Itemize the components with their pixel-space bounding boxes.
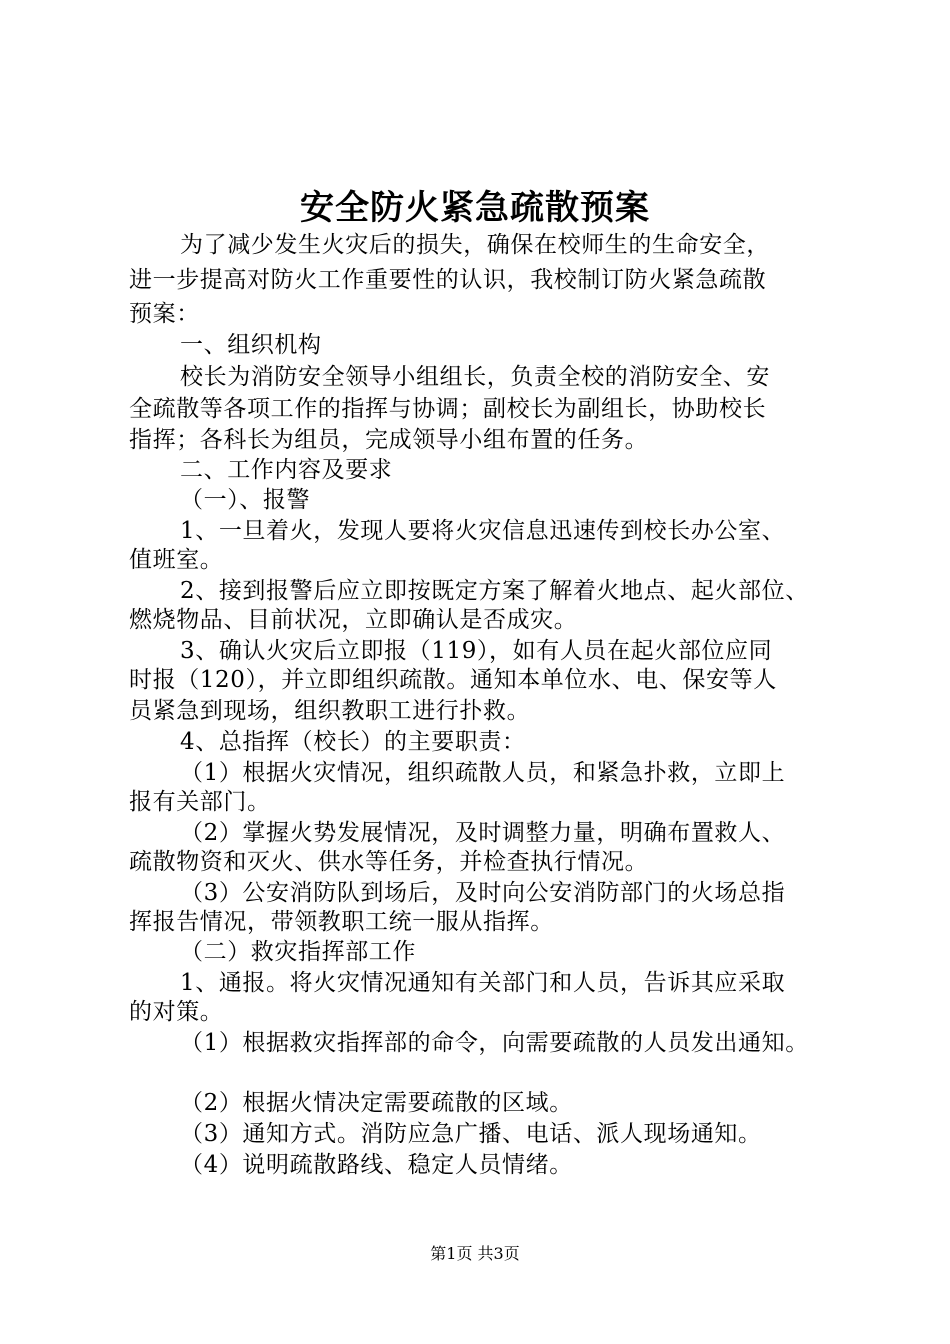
paragraph-line: （3）公安消防队到场后，及时向公安消防部门的火场总指 bbox=[180, 880, 786, 906]
paragraph-line: （1）根据火灾情况，组织疏散人员，和紧急扑救，立即上 bbox=[180, 760, 786, 786]
paragraph-line: 的对策。 bbox=[129, 999, 224, 1025]
paragraph-line: （3）通知方式。消防应急广播、电话、派人现场通知。 bbox=[180, 1121, 762, 1147]
section-heading: 一、组织机构 bbox=[180, 332, 322, 358]
paragraph-line: 4、总指挥（校长）的主要职责： bbox=[180, 729, 526, 755]
paragraph-line: （4）说明疏散路线、稳定人员情绪。 bbox=[180, 1152, 573, 1178]
paragraph-line: 2、接到报警后应立即按既定方案了解着火地点、起火部位、 bbox=[180, 578, 809, 604]
subsection-heading: （一）、报警 bbox=[180, 487, 311, 513]
paragraph-line: （2）掌握火势发展情况，及时调整力量，明确布置救人、 bbox=[180, 820, 786, 846]
paragraph-line: （2）根据火情决定需要疏散的区域。 bbox=[180, 1090, 573, 1116]
paragraph-line: 挥报告情况，带领教职工统一服从指挥。 bbox=[129, 909, 554, 935]
paragraph-line: 全疏散等各项工作的指挥与协调；副校长为副组长，协助校长 bbox=[129, 396, 767, 422]
paragraph-line: 预案： bbox=[129, 301, 200, 327]
paragraph-line: 为了减少发生火灾后的损失，确保在校师生的生命安全， bbox=[180, 232, 770, 258]
page-number-footer: 第1页 共3页 bbox=[430, 1244, 520, 1263]
paragraph-line: 值班室。 bbox=[129, 547, 224, 573]
paragraph-line: 燃烧物品、目前状况，立即确认是否成灾。 bbox=[129, 607, 578, 633]
document-title: 安全防火紧急疏散预案 bbox=[300, 188, 650, 228]
paragraph-line: 进一步提高对防火工作重要性的认识，我校制订防火紧急疏散 bbox=[129, 267, 767, 293]
paragraph-line: 员紧急到现场，组织教职工进行扑救。 bbox=[129, 698, 531, 724]
paragraph-line: 校长为消防安全领导小组组长，负责全校的消防安全、安 bbox=[180, 364, 770, 390]
paragraph-line: （1）根据救灾指挥部的命令，向需要疏散的人员发出通知。 bbox=[180, 1030, 809, 1056]
paragraph-line: 时报（120），并立即组织疏散。通知本单位水、电、保安等人 bbox=[129, 667, 777, 693]
section-heading: 二、工作内容及要求 bbox=[180, 457, 393, 483]
paragraph-line: 1、一旦着火，发现人要将火灾信息迅速传到校长办公室、 bbox=[180, 518, 786, 544]
paragraph-line: 指挥；各科长为组员，完成领导小组布置的任务。 bbox=[129, 427, 649, 453]
paragraph-line: 报有关部门。 bbox=[129, 789, 271, 815]
subsection-heading: （二）救灾指挥部工作 bbox=[180, 939, 416, 965]
paragraph-line: 疏散物资和灭火、供水等任务，并检查执行情况。 bbox=[129, 849, 649, 875]
paragraph-line: 3、确认火灾后立即报（119），如有人员在起火部位应同 bbox=[180, 638, 773, 664]
paragraph-line: 1、通报。将火灾情况通知有关部门和人员，告诉其应采取 bbox=[180, 970, 786, 996]
